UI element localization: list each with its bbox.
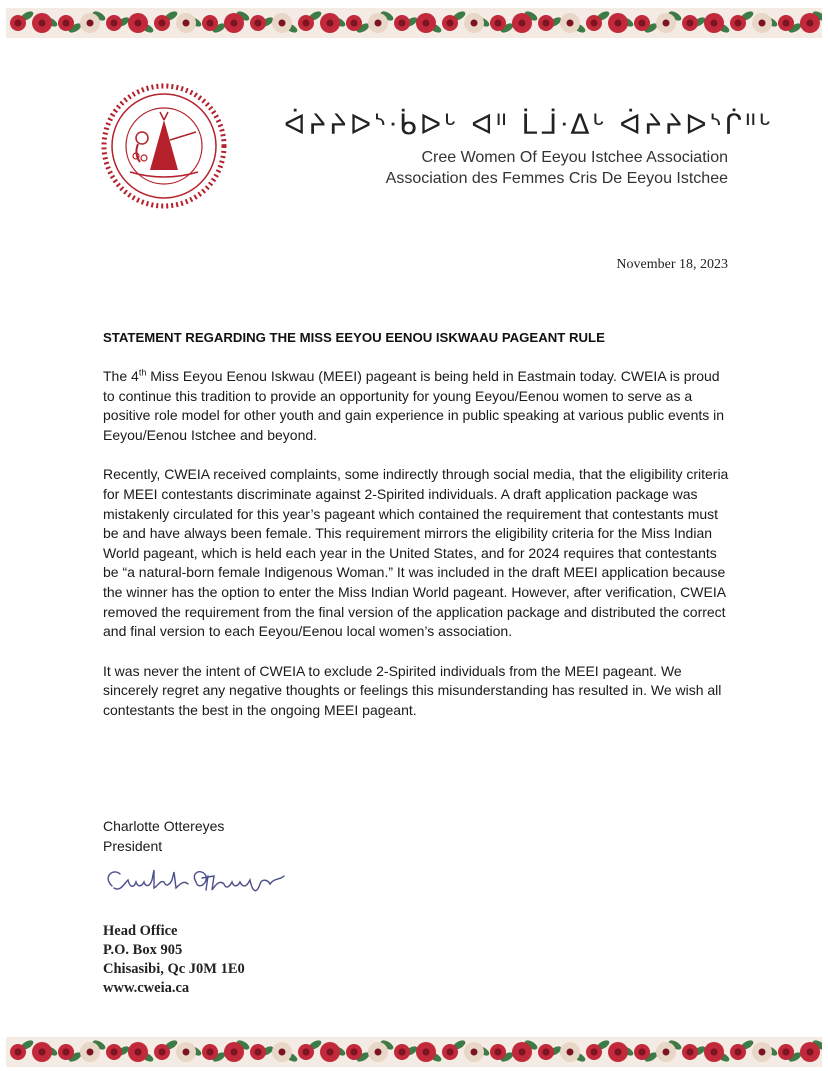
paragraph-3: It was never the intent of CWEIA to exclude 2-Spirited individuals from the MEEI pageant. We sincerely regret any negative thoughts or feelings this misunderstanding has resulted in. We wish all contestants the best in the ongoing MEEI pageant. bbox=[103, 662, 722, 718]
office-website: www.cweia.ca bbox=[103, 980, 190, 996]
letter-date: November 18, 2023 bbox=[616, 257, 728, 272]
office-city: Chisasibi, Qc J0M 1E0 bbox=[103, 961, 245, 977]
office-po-box: P.O. Box 905 bbox=[103, 942, 183, 958]
statement-body bbox=[103, 367, 733, 741]
handwritten-signature bbox=[98, 862, 288, 902]
floral-border-top bbox=[6, 8, 822, 38]
paragraph-2: Recently, CWEIA received complaints, some indirectly through social media, that the eligibility criteria for MEEI contestants discriminate against 2-Spirited individuals. A draft application package was mistakenly circulated for this year’s pageant which contained the requirement that contestants must be and have always been female. This requirement mirrors the eligibility criteria for the Miss Indian World pageant, which is held each year in the United States, and for 2024 requires that contestants be “a natural-born female Indigenous Woman.” It was included in the draft MEEI application because the winner has the option to enter the Miss Indian World pageant. However, after verification, CWEIA removed the requirement from the final version of the application package and distributed the correct and final version to each Eeyou/Eenou local women’s association. bbox=[103, 466, 729, 640]
floral-border-bottom bbox=[6, 1037, 822, 1067]
organization-header bbox=[280, 108, 774, 189]
signoff-block bbox=[103, 817, 224, 856]
signer-name: Charlotte Ottereyes bbox=[103, 818, 225, 834]
statement-title: STATEMENT REGARDING THE MISS EEYOU EENOU ISKWAAU PAGEANT RULE bbox=[103, 330, 605, 345]
cweia-seal-icon bbox=[100, 82, 228, 210]
paragraph-1: The 4th Miss Eeyou Eenou Iskwau (MEEI) pageant is being held in Eastmain today. CWEIA is proud to continue this tradition to provide an opportunity for young Eeyou/Eenou women to serve as a positive role model for other youth and gain experience in public speaking at various public events in Eeyou/Eenou Istchee and beyond. bbox=[103, 367, 725, 443]
signer-role: President bbox=[103, 837, 163, 854]
org-name-english: Cree Women Of Eeyou Istchee Association bbox=[421, 149, 728, 166]
org-name-syllabics: ᐋᔨᔨᐅᔅᐧᑳᐅᒡ ᐊᐦ ᒫᒨᐧᐃᒡ ᐋᔨᔨᐅᔅᒌᐦᒡ bbox=[284, 108, 774, 141]
office-heading: Head Office bbox=[103, 923, 178, 939]
org-name-french: Association des Femmes Cris De Eeyou Istchee bbox=[385, 170, 728, 187]
head-office-address bbox=[103, 922, 245, 998]
